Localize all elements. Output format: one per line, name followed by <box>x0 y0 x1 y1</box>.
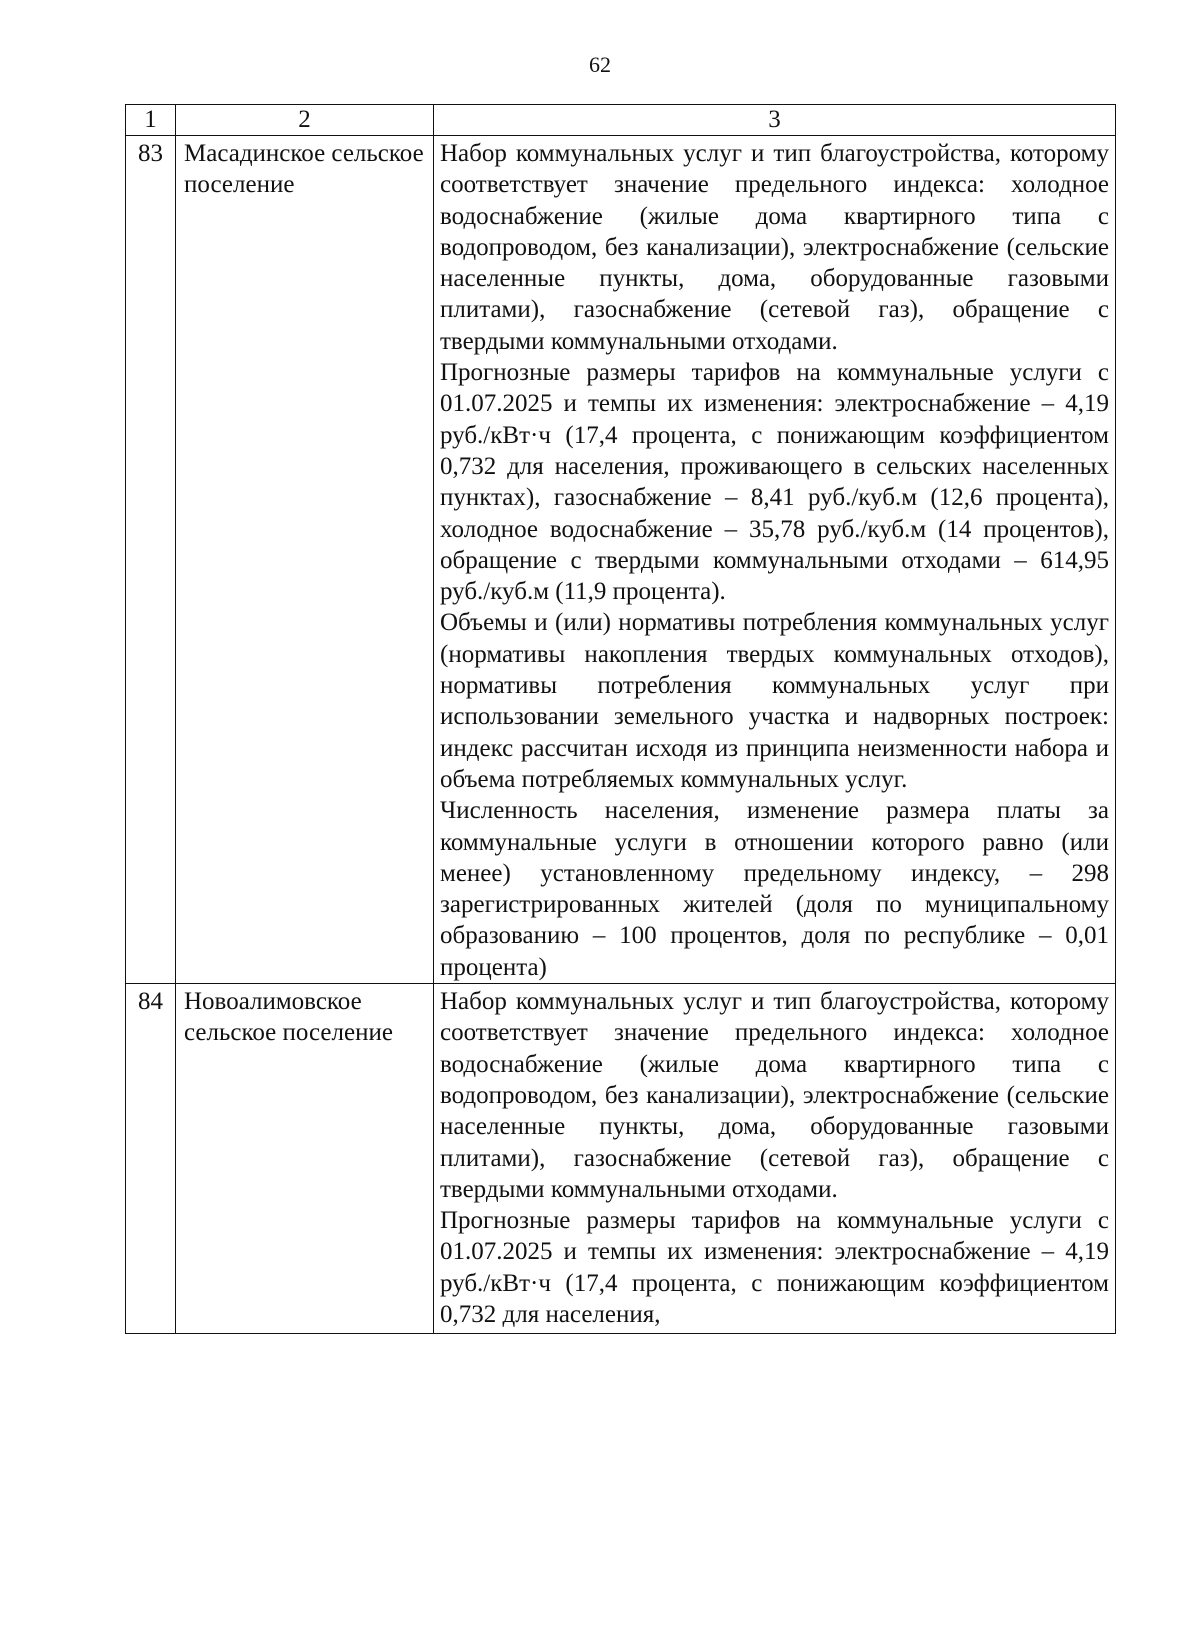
row-description <box>434 984 1116 1334</box>
paragraph-population: Численность населения, изменение размера платы за коммунальные услуги в отношении которого равно (или менее) установленному предельному индексу, – 298 зарегистрированных жителей (доля по муниципальному образованию – 100 процентов, доля по республике – 0,01 процента) <box>440 797 1109 981</box>
municipal-index-table <box>125 104 1116 1334</box>
paragraph-consumption-norms: Объемы и (или) нормативы потребления коммунальных услуг (нормативы накопления твердых коммунальных отходов), нормативы потребления коммунальных услуг при использовании земельного участка и надворных построек: индекс рассчитан исходя из принципа неизменности набора и объема потребляемых коммунальных услуг. <box>440 609 1109 793</box>
header-col-2: 2 <box>176 105 434 136</box>
header-col-3: 3 <box>434 105 1116 136</box>
row-number: 83 <box>126 136 176 984</box>
settlement-name: Масадинское сельское поселение <box>176 136 434 984</box>
paragraph-tariffs: Прогнозные размеры тарифов на коммунальные услуги с 01.07.2025 и темпы их изменения: электроснабжение – 4,19 руб./кВт·ч (17,4 процента, с понижающим коэффициентом 0,732 для населения, проживающего в сельских населенных пунктах), газоснабжение – 8,41 руб./куб.м (12,6 процента), холодное водоснабжение – 35,78 руб./куб.м (14 процентов), обращение с твердыми коммунальными отходами – 614,95 руб./куб.м (11,9 процента). <box>440 359 1109 606</box>
settlement-name: Новоалимовское сельское поселение <box>176 984 434 1334</box>
header-col-1: 1 <box>126 105 176 136</box>
table-row <box>126 136 1116 984</box>
page-number: 62 <box>589 52 611 77</box>
row-description <box>434 136 1116 984</box>
table-row <box>126 984 1116 1334</box>
row-number: 84 <box>126 984 176 1334</box>
table-header-row <box>126 105 1116 136</box>
paragraph-tariffs: Прогнозные размеры тарифов на коммунальные услуги с 01.07.2025 и темпы их изменения: электроснабжение – 4,19 руб./кВт·ч (17,4 процента, с понижающим коэффициентом 0,732 для населения, <box>440 1207 1109 1328</box>
paragraph-services-set: Набор коммунальных услуг и тип благоустройства, которому соответствует значение предельного индекса: холодное водоснабжение (жилые дома квартирного типа с водопроводом, без канализации), электроснабжение (сельские населенные пункты, дома, оборудованные газовыми плитами), газоснабжение (сетевой газ), обращение с твердыми коммунальными отходами. <box>440 988 1109 1203</box>
paragraph-services-set: Набор коммунальных услуг и тип благоустройства, которому соответствует значение предельного индекса: холодное водоснабжение (жилые дома квартирного типа с водопроводом, без канализации), электроснабжение (сельские населенные пункты, дома, оборудованные газовыми плитами), газоснабжение (сетевой газ), обращение с твердыми коммунальными отходами. <box>440 140 1109 355</box>
